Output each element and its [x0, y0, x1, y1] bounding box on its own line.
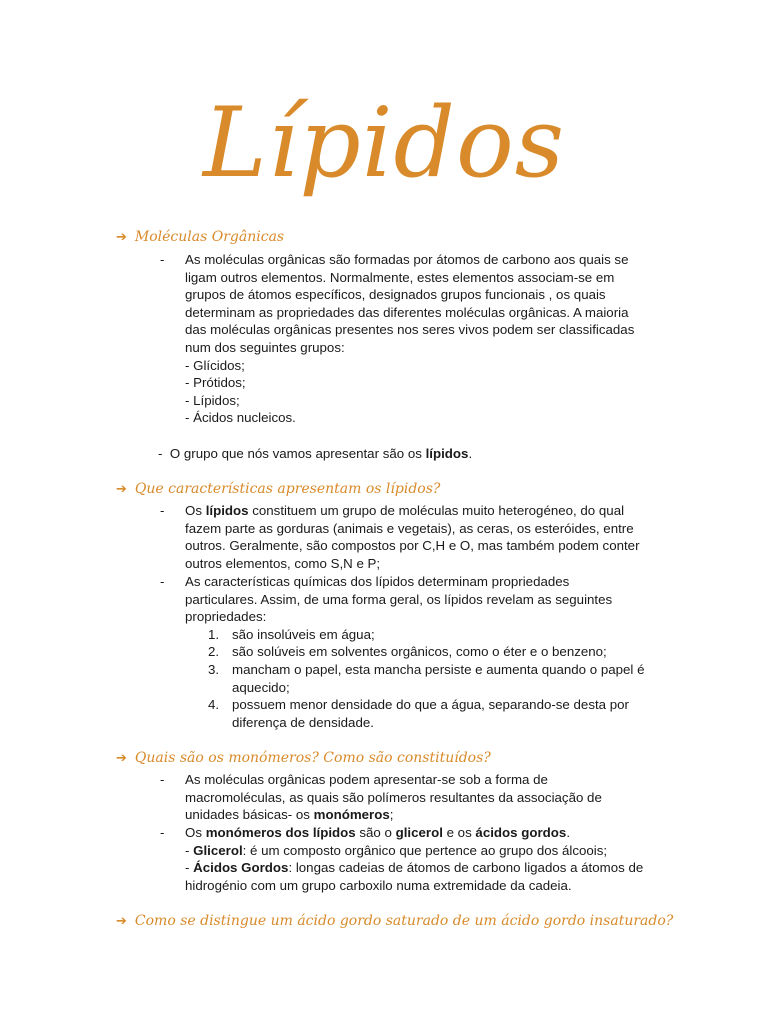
section-heading-monomeros: ➔ Quais são os monómeros? Como são constituídos?: [116, 750, 491, 766]
text-line: fazem parte as gorduras (animais e vegetais), as ceras, os esteróides, entre: [185, 520, 634, 536]
list-number: 3.: [208, 662, 220, 677]
group-item: - Glícidos;: [185, 357, 245, 373]
bullet-dash: -: [160, 825, 165, 840]
text-line: das moléculas orgânicas presentes nos seres vivos podem ser classificadas: [185, 322, 635, 338]
text-line: As características químicas dos lípidos determinam propriedades: [185, 574, 570, 589]
list-number: 4.: [208, 697, 220, 713]
group-item: - Lípidos;: [185, 392, 240, 408]
group-item: - Prótidos;: [185, 375, 246, 391]
page-title: Lípidos: [202, 87, 566, 199]
text-line: As moléculas orgânicas podem apresentar-se sob a forma de: [185, 772, 548, 787]
arrow-icon: ➔: [116, 482, 127, 497]
text-line: - Ácidos Gordos: longas cadeias de átomos de carbono ligados a átomos de: [185, 860, 644, 876]
arrow-icon: ➔: [116, 751, 127, 766]
list-item: aquecido;: [232, 679, 290, 695]
group-item: - Ácidos nucleicos.: [185, 410, 296, 426]
text-line: grupos de átomos específicos, designados grupos funcionais , os quais: [185, 287, 606, 303]
list-number: 1.: [208, 626, 220, 642]
text-line: propriedades:: [185, 609, 267, 625]
bullet-dash: -: [160, 503, 165, 518]
text-line: - Glicerol: é um composto orgânico que pertence ao grupo dos álcoois;: [185, 842, 608, 858]
text-line: As moléculas orgânicas são formadas por átomos de carbono aos quais se: [185, 252, 629, 267]
bullet-dash: -: [160, 772, 165, 787]
list-item: são insolúveis em água;: [232, 626, 375, 642]
section-heading-saturado: ➔ Como se distingue um ácido gordo saturado de um ácido gordo insaturado?: [116, 913, 674, 929]
text-line: ligam outros elementos. Normalmente, estes elementos associam-se em: [185, 269, 615, 285]
arrow-icon: ➔: [116, 230, 127, 245]
text-line: - O grupo que nós vamos apresentar são os lípidos.: [158, 446, 473, 461]
text-line: outros. Geralmente, são compostos por C,H e O, mas também podem conter: [185, 538, 640, 554]
text-line: hidrogénio com um grupo carboxilo numa extremidade da cadeia.: [185, 877, 572, 893]
text-line: unidades básicas- os monómeros;: [185, 807, 394, 823]
text-line: Os monómeros dos lípidos são o glicerol e os ácidos gordos.: [185, 825, 571, 840]
text-line: outros elementos, como S,N e P;: [185, 555, 381, 571]
text-line: determinam as propriedades das diferentes moléculas orgânicas. A maioria: [185, 304, 629, 320]
arrow-icon: ➔: [116, 914, 127, 929]
text-line: Os lípidos constituem um grupo de moléculas muito heterogéneo, do qual: [185, 503, 625, 518]
text-line: num dos seguintes grupos:: [185, 340, 345, 355]
section-heading-moleculas: ➔ Moléculas Orgânicas: [116, 229, 285, 245]
bullet-dash: -: [160, 252, 165, 267]
bullet-dash: -: [160, 574, 165, 589]
list-item: mancham o papel, esta mancha persiste e aumenta quando o papel é: [232, 662, 645, 677]
list-number: 2.: [208, 644, 220, 660]
list-item: diferença de densidade.: [232, 714, 374, 730]
list-item: possuem menor densidade do que a água, separando-se desta por: [232, 697, 629, 713]
list-item: são solúveis em solventes orgânicos, como o éter e o benzeno;: [232, 644, 607, 660]
section-heading-caracteristicas: ➔ Que características apresentam os lípidos?: [116, 481, 441, 497]
text-line: particulares. Assim, de uma forma geral, os lípidos revelam as seguintes: [185, 591, 613, 607]
text-line: macromoléculas, as quais são polímeros resultantes da associação de: [185, 789, 602, 805]
